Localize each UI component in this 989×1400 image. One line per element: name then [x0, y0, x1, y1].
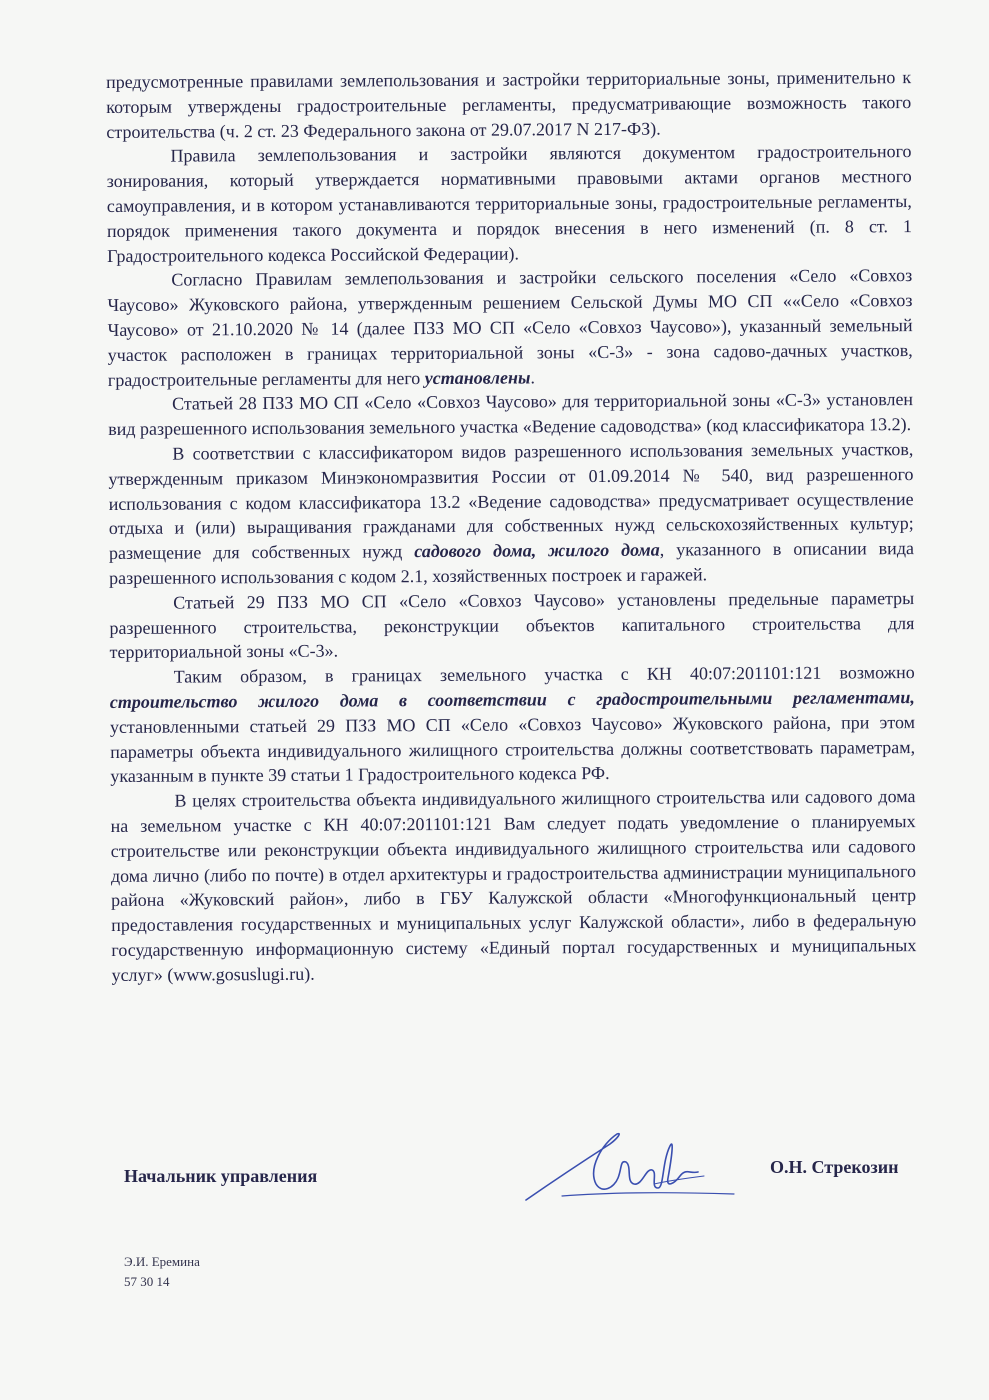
- executor-name: Э.И. Еремина: [124, 1254, 200, 1269]
- letter-body: [106, 65, 917, 987]
- emphasis-house-types: садового дома, жилого дома: [414, 539, 660, 562]
- executor-block: [124, 1252, 200, 1292]
- paragraph-8: В целях строительства объекта индивидуального жилищного строительства или садового дома на земельном участке с КН 40:07:201101:121 Вам следует подать уведомление о планируемых строительстве или реконструкции объекта индивидуального жилищного строительства или садового дома лично (либо по почте) в отдел архитектуры и градостроительства администрации муниципального района «Жуковский район», либо в ГБУ Калужской области «Многофункциональный центр предоставления государственных и муниципальных услуг Калужской области», либо в федеральную государственную информационную систему «Единый портал государственных и муниципальных услуг» (www.gosuslugi.ru).: [110, 786, 917, 985]
- emphasis-established: установлены: [424, 366, 531, 388]
- handwritten-signature: [522, 1122, 737, 1212]
- paragraph-2: Правила землепользования и застройки являются документом градостроительного зонирования, который утверждается нормативными правовыми актами органов местного самоуправления, и в котором устанавливаются территориальные зоны, градостроительные регламенты, порядок применения такого документа и порядок внесения в него изменений (п. 8 ст. 1 Градостроительного кодекса Российской Федерации).: [106, 141, 913, 266]
- paragraph-4: Статьей 28 ПЗЗ МО СП «Село «Совхоз Чаусово» для территориальной зоны «С-3» установлен вид разрешенного использования земельного участка «Ведение садоводства» (код классификатора 13.2).: [108, 389, 914, 440]
- executor-phone: 57 30 14: [124, 1274, 170, 1289]
- paragraph-3: Согласно Правилам землепользования и застройки сельского поселения «Село «Совхоз Чаусово» Жуковского района, утвержденным решением Сельской Думы МО СП ««Село «Совхоз Чаусово» от 21.10.2020 № 14 (далее ПЗЗ МО СП «Село «Совхоз Чаусово»), указанный земельный участок расположен в границах территориальной зоны «С-3» - зона садово-дачных участков, градостроительные регламенты для него установлены.: [107, 265, 913, 390]
- paragraph-6: Статьей 29 ПЗЗ МО СП «Село «Совхоз Чаусово» установлены предельные параметры разрешенного строительства, реконструкции объектов капитального строительства для территориальной зоны «С-3».: [109, 587, 915, 663]
- paragraph-7: Таким образом, в границах земельного участка с КН 40:07:201101:121 возможно строительство жилого дома в соответствии с градостроительными регламентами, установленными статьей 29 ПЗЗ МО СП «Село «Совхоз Чаусово» Жуковского района, при этом параметры объекта индивидуального жилищного строительства должны соответствовать параметрам, указанным в пункте 39 статьи 1 Градостроительного кодекса РФ.: [109, 662, 916, 787]
- paragraph-1: предусмотренные правилами землепользования и застройки территориальные зоны, применительно к которым утверждены градостроительные регламенты, предусматривающие возможность такого строительства (ч. 2 ст. 23 Федерального закона от 29.07.2017 N 217-ФЗ).: [106, 67, 912, 142]
- signer-name: О.Н. Стрекозин: [770, 1157, 899, 1177]
- emphasis-construction-allowed: строительство жилого дома в соответствии с градостроительными регламентами,: [109, 686, 915, 712]
- paragraph-5: В соответствии с классификатором видов разрешенного использования земельных участков, утвержденным приказом Минэкономразвития России от 01.09.2014 № 540, вид разрешенного использования с кодом классификатора 13.2 «Ведение садоводства» предусматривает осуществление отдыха и (или) выращивания гражданами для собственных нужд сельскохозяйственных культур; размещение для собственных нужд садового дома, жилого дома, указанного в описании вида разрешенного использования с кодом 2.1, хозяйственных построек и гаражей.: [108, 439, 914, 588]
- signer-position: Начальник управления: [124, 1166, 318, 1186]
